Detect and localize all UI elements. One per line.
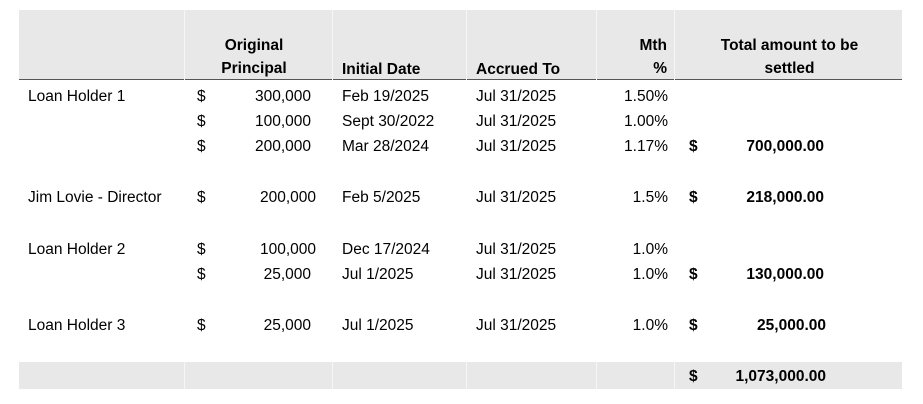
header-accrued-to: Accrued To [476,61,561,78]
principal-cell: 25,000 [263,317,311,334]
initial-date-cell: Feb 19/2025 [342,88,430,105]
currency-symbol: $ [197,189,206,206]
header-original-principal-line2: Principal [221,60,287,77]
total-currency-symbol: $ [689,317,698,334]
total-cell: 25,000.00 [757,317,826,334]
currency-symbol: $ [197,113,206,130]
currency-symbol: $ [197,138,206,155]
total-currency-symbol: $ [689,138,698,155]
holder-name: Loan Holder 3 [28,317,126,334]
total-cell: 130,000.00 [746,266,824,283]
column-divider [674,362,675,389]
column-divider [332,362,333,389]
currency-symbol: $ [197,88,206,105]
initial-date-cell: Jul 1/2025 [342,266,414,283]
header-divider [19,79,902,80]
rate-cell: 1.17% [624,138,668,155]
accrued-to-cell: Jul 31/2025 [476,138,557,155]
accrued-to-cell: Jul 31/2025 [476,241,557,258]
accrued-to-cell: Jul 31/2025 [476,88,557,105]
total-currency-symbol: $ [689,266,698,283]
column-divider [332,10,333,80]
principal-cell: 300,000 [254,88,311,105]
holder-name: Loan Holder 1 [28,88,126,105]
grand-total: 1,073,000.00 [735,368,826,385]
rate-cell: 1.0% [632,317,668,334]
loan-settlement-table [19,10,902,390]
accrued-to-cell: Jul 31/2025 [476,113,557,130]
column-divider [184,362,185,389]
initial-date-cell: Feb 5/2025 [342,189,421,206]
principal-cell: 100,000 [259,241,316,258]
header-original-principal-line1: Original [224,37,284,54]
holder-name: Jim Lovie - Director [28,189,162,206]
rate-cell: 1.0% [632,266,668,283]
header-total-line2: settled [764,60,815,77]
column-divider [466,10,467,80]
rate-cell: 1.0% [632,241,668,258]
grand-total-currency-symbol: $ [689,368,698,385]
column-divider [596,10,597,80]
principal-cell: 200,000 [259,189,316,206]
accrued-to-cell: Jul 31/2025 [476,189,557,206]
initial-date-cell: Sept 30/2022 [342,113,435,130]
initial-date-cell: Dec 17/2024 [342,241,430,258]
rate-cell: 1.00% [624,113,668,130]
principal-cell: 200,000 [254,138,311,155]
accrued-to-cell: Jul 31/2025 [476,317,557,334]
currency-symbol: $ [197,241,206,258]
initial-date-cell: Mar 28/2024 [342,138,430,155]
column-divider [466,362,467,389]
accrued-to-cell: Jul 31/2025 [476,266,557,283]
header-total-line1: Total amount to be [720,37,859,54]
currency-symbol: $ [197,317,206,334]
column-divider [184,10,185,80]
currency-symbol: $ [197,266,206,283]
principal-cell: 100,000 [254,113,311,130]
column-divider [674,10,675,80]
holder-name: Loan Holder 2 [28,241,126,258]
rate-cell: 1.5% [632,189,668,206]
principal-cell: 25,000 [263,266,311,283]
column-divider [596,362,597,389]
header-initial-date: Initial Date [342,61,421,78]
rate-cell: 1.50% [624,88,668,105]
header-mth-line2: % [653,60,667,77]
total-currency-symbol: $ [689,189,698,206]
initial-date-cell: Jul 1/2025 [342,317,414,334]
total-cell: 218,000.00 [746,189,824,206]
header-mth-line1: Mth [639,37,667,54]
total-cell: 700,000.00 [746,138,824,155]
